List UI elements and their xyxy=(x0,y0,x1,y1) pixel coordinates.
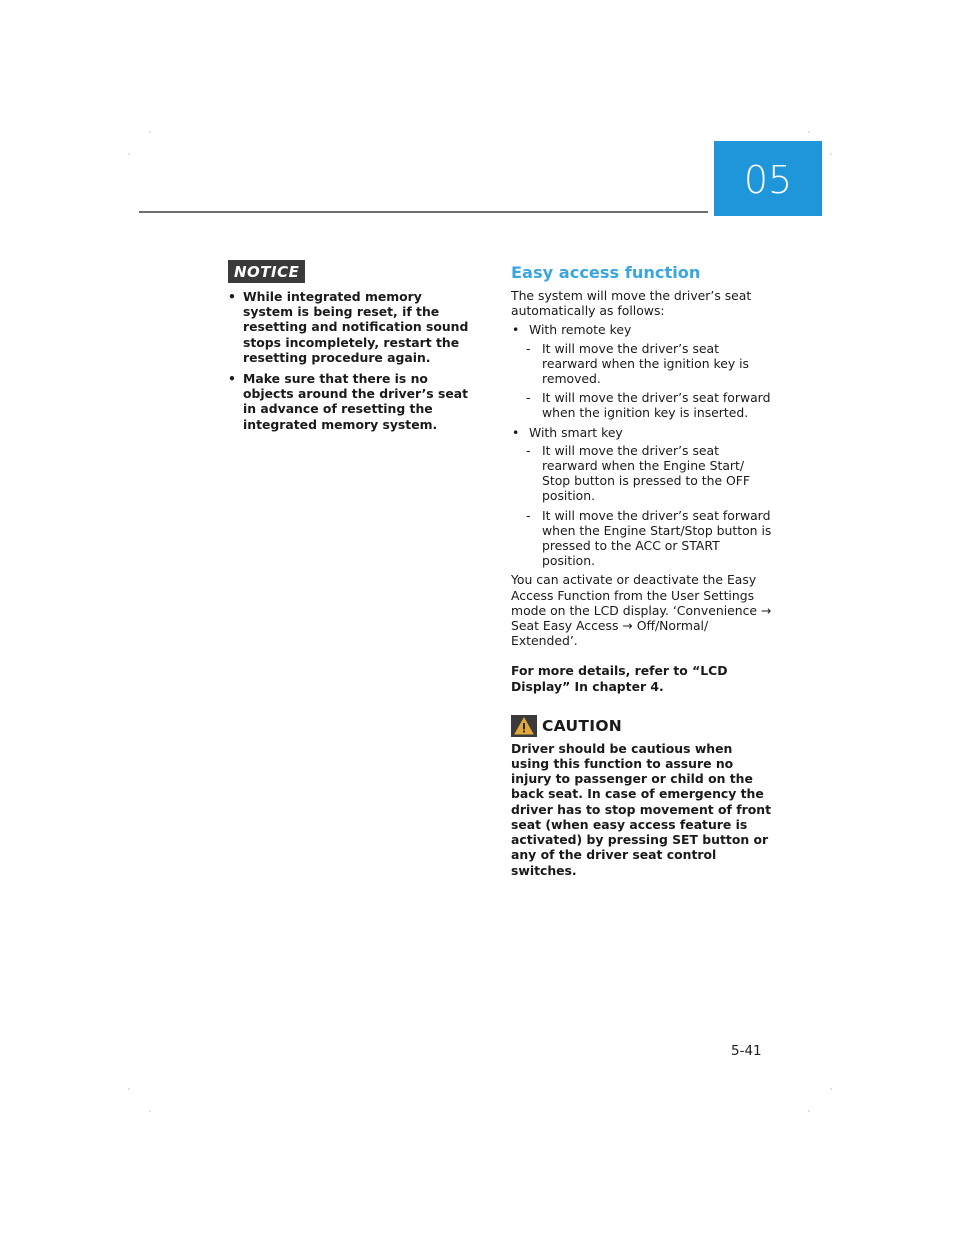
bullet-icon: • xyxy=(512,322,520,338)
caution-header xyxy=(511,715,773,737)
smart-key-subitem xyxy=(511,443,773,504)
notice-item-text: Make sure that there is no objects around the driver’s seat in advance of resetting the integrated memory system. xyxy=(243,371,469,432)
subitem-text: It will move the driver’s seat forward when the Engine Start/Stop button is pressed to the ACC or START position. xyxy=(542,507,772,569)
notice-item-text: While integrated memory system is being reset, if the resetting and notification sound stops incompletely, restart the resetting procedure again. xyxy=(243,289,469,365)
registration-mark xyxy=(830,153,832,155)
smart-key-item xyxy=(511,425,773,440)
dash-icon: - xyxy=(526,442,531,458)
remote-key-item xyxy=(511,322,773,337)
registration-mark xyxy=(128,153,130,155)
notice-list xyxy=(228,289,476,432)
subitem-text: It will move the driver’s seat rearward when the ignition key is removed. xyxy=(542,340,750,387)
intro-text: The system will move the driver’s seat automatically as follows: xyxy=(511,288,752,319)
section-title: Easy access function xyxy=(511,263,701,282)
notice-section xyxy=(228,260,476,438)
remote-key-subitem xyxy=(511,390,773,420)
warning-triangle-icon xyxy=(511,715,537,737)
chapter-tab xyxy=(714,141,822,216)
registration-mark xyxy=(808,1110,810,1112)
registration-mark xyxy=(128,1088,130,1090)
dash-icon: - xyxy=(526,340,531,356)
dash-icon: - xyxy=(526,390,531,406)
caution-label: CAUTION xyxy=(542,716,623,735)
activation-text: You can activate or deactivate the Easy Access Function from the User Settings mode on the LCD display. ‘Convenience → Seat Easy Access → Off/Normal/ Extended’. xyxy=(511,572,772,649)
bullet-icon: • xyxy=(512,424,520,440)
caution-body: Driver should be cautious when using this function to assure no injury to passenger or child on the back seat. In case of emergency the driver has to stop movement of front seat (when easy access feature is activated) by pressing SET button or any of the driver seat control switches. xyxy=(511,740,771,878)
bullet-icon: • xyxy=(228,371,236,387)
bullet-icon: • xyxy=(228,289,236,304)
remote-key-subitem xyxy=(511,341,773,387)
registration-mark xyxy=(149,131,151,133)
notice-badge: NOTICE xyxy=(228,260,305,283)
registration-mark xyxy=(149,1110,151,1112)
remote-key-label: With remote key xyxy=(529,322,632,338)
page-number: 5-41 xyxy=(731,1043,762,1059)
subitem-text: It will move the driver’s seat forward when the ignition key is inserted. xyxy=(542,390,771,421)
dash-icon: - xyxy=(526,507,531,523)
easy-access-section xyxy=(511,263,773,878)
chapter-number: 05 xyxy=(743,157,793,202)
header-rule xyxy=(139,211,708,213)
subitem-text: It will move the driver’s seat rearward when the Engine Start/ Stop button is pressed to the OFF position. xyxy=(542,442,751,504)
reference-text: For more details, refer to “LCD Display” In chapter 4. xyxy=(511,663,728,694)
notice-item xyxy=(228,371,476,432)
smart-key-subitem xyxy=(511,508,773,569)
registration-mark xyxy=(830,1088,832,1090)
notice-item xyxy=(228,289,476,365)
smart-key-label: With smart key xyxy=(529,424,623,440)
registration-mark xyxy=(808,131,810,133)
